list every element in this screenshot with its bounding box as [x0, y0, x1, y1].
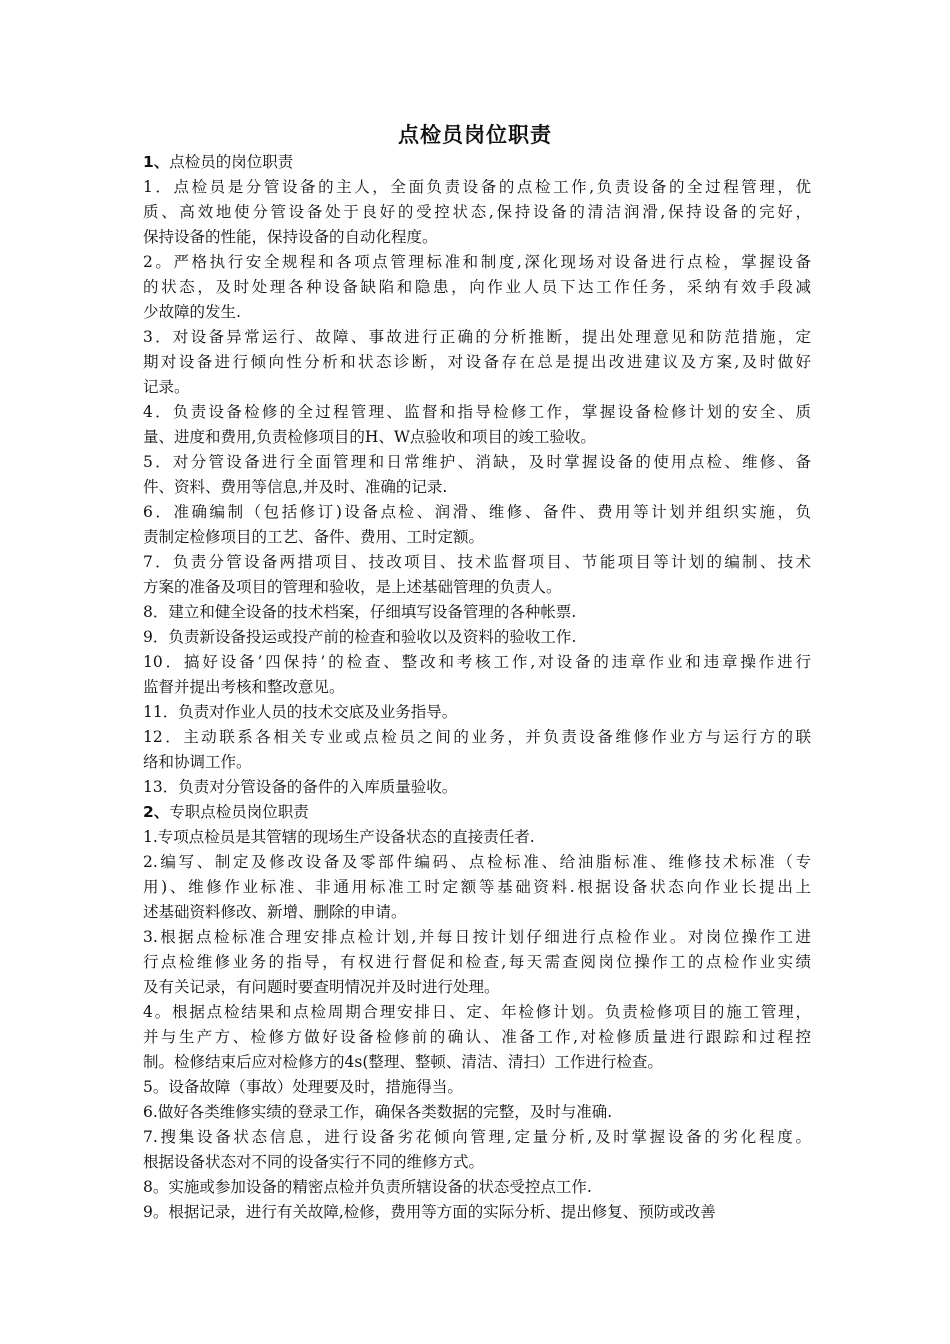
section-2: [143, 800, 811, 1225]
duty-item-line: 件、资料、费用等信息,并及时、准确的记录.: [143, 478, 448, 496]
duty-item-line: 方案的准备及项目的管理和验收，是上述基础管理的负责人。: [143, 578, 562, 596]
duty-item: [143, 500, 811, 550]
duty-item-line: 量、进度和费用,负责检修项目的H、W点验收和项目的竣工验收。: [143, 428, 596, 446]
duty-item-line: 的状态，及时处理各种设备缺陷和隐患，向作业人员下达工作任务，采纳有效手段减: [143, 278, 811, 296]
duty-item: [143, 700, 811, 725]
duty-item: [143, 650, 811, 700]
duty-item-line: 3.根据点检标准合理安排点检计划,并每日按计划仔细进行点检作业。对岗位操作工进: [143, 928, 811, 946]
duty-item-line: 5．对分管设备进行全面管理和日常维护、消缺，及时掌握设备的使用点检、维修、备: [143, 453, 811, 471]
duty-item: [143, 250, 811, 325]
duty-item: [143, 1125, 811, 1175]
duty-item-line: 2。严格执行安全规程和各项点管理标准和制度,深化现场对设备进行点检，掌握设备: [143, 253, 811, 271]
duty-item-line: 4．负责设备检修的全过程管理、监督和指导检修工作，掌握设备检修计划的安全、质: [143, 403, 811, 421]
section-heading: [143, 800, 811, 825]
duty-item-line: 记录。: [143, 378, 190, 396]
duty-item: [143, 825, 811, 850]
duty-item: [143, 1075, 811, 1100]
section-heading-text: 点检员的岗位职责: [169, 153, 294, 171]
duty-item-line: 期对设备进行倾向性分析和状态诊断，对设备存在总是提出改进建议及方案,及时做好: [143, 353, 811, 371]
duty-item: [143, 625, 811, 650]
section-heading: [143, 150, 811, 175]
duty-item-line: 8．建立和健全设备的技术档案，仔细填写设备管理的各种帐票.: [143, 603, 577, 621]
duty-item-line: 监督并提出考核和整改意见。: [143, 678, 345, 696]
duty-item-line: 并与生产方、检修方做好设备检修前的确认、准备工作,对检修质量进行跟踪和过程控: [143, 1028, 811, 1046]
duty-item: [143, 400, 811, 450]
duty-item: [143, 775, 811, 800]
section-number: 2、: [143, 803, 170, 821]
duty-item-line: 7．负责分管设备两措项目、技改项目、技术监督项目、节能项目等计划的编制、技术: [143, 553, 811, 571]
duty-item-line: 8。实施或参加设备的精密点检并负责所辖设备的状态受控点工作.: [143, 1178, 592, 1196]
duty-item: [143, 325, 811, 400]
duty-item-line: 责制定检修项目的工艺、备件、费用、工时定额。: [143, 528, 485, 546]
duty-item-line: 13．负责对分管设备的备件的入库质量验收。: [143, 778, 458, 796]
duty-item-line: 1.专项点检员是其管辖的现场生产设备状态的直接责任者.: [143, 828, 535, 846]
duty-item-line: 10．搞好设备’四保持’的检查、整改和考核工作,对设备的违章作业和违章操作进行: [143, 653, 811, 671]
document-body: [143, 150, 811, 1225]
duty-item-line: 少故障的发生.: [143, 303, 241, 321]
duty-item-line: 质、高效地使分管设备处于良好的受控状态,保持设备的清洁润滑,保持设备的完好，: [143, 203, 811, 221]
duty-item: [143, 550, 811, 600]
section-heading-text: 专职点检员岗位职责: [169, 803, 309, 821]
duty-item: [143, 925, 811, 1000]
duty-item-line: 用)、维修作业标准、非通用标准工时定额等基础资料.根据设备状态向作业长提出上: [143, 878, 811, 896]
document-title: 点检员岗位职责: [398, 123, 552, 147]
duty-item: [143, 850, 811, 925]
section-number: 1、: [143, 153, 170, 171]
section-1: [143, 150, 811, 800]
duty-item-line: 11．负责对作业人员的技术交底及业务指导。: [143, 703, 458, 721]
duty-item-line: 根据设备状态对不同的设备实行不同的维修方式。: [143, 1153, 485, 1171]
duty-item-line: 7.搜集设备状态信息，进行设备劣花倾向管理,定量分析,及时掌握设备的劣化程度。: [143, 1128, 811, 1146]
duty-item-line: 述基础资料修改、新增、删除的申请。: [143, 903, 407, 921]
duty-item: [143, 1000, 811, 1075]
duty-item: [143, 1100, 811, 1125]
duty-item-line: 6．准确编制（包括修订)设备点检、润滑、维修、备件、费用等计划并组织实施，负: [143, 503, 811, 521]
duty-item-line: 4。根据点检结果和点检周期合理安排日、定、年检修计划。负责检修项目的施工管理，: [143, 1003, 811, 1021]
duty-item-line: 6.做好各类维修实绩的登录工作，确保各类数据的完整，及时与准确.: [143, 1103, 613, 1121]
duty-item-line: 1．点检员是分管设备的主人，全面负责设备的点检工作,负责设备的全过程管理，优: [143, 178, 811, 196]
duty-item: [143, 1175, 811, 1200]
duty-item-line: 保持设备的性能，保持设备的自动化程度。: [143, 228, 438, 246]
duty-item: [143, 450, 811, 500]
duty-item-line: 9。根据记录，进行有关故障,检修，费用等方面的实际分析、提出修复、预防或改善: [143, 1203, 716, 1221]
duty-item-line: 行点检维修业务的指导，有权进行督促和检查,每天需查阅岗位操作工的点检作业实绩: [143, 953, 811, 971]
duty-item: [143, 175, 811, 250]
duty-item-line: 络和协调工作。: [143, 753, 252, 771]
duty-item: [143, 725, 811, 775]
duty-item-line: 9．负责新设备投运或投产前的检查和验收以及资料的验收工作.: [143, 628, 577, 646]
duty-item-line: 及有关记录，有问题时要查明情况并及时进行处理。: [143, 978, 500, 996]
duty-item: [143, 1200, 811, 1225]
duty-item-line: 3．对设备异常运行、故障、事故进行正确的分析推断，提出处理意见和防范措施，定: [143, 328, 811, 346]
duty-item-line: 12．主动联系各相关专业或点检员之间的业务，并负责设备维修作业方与运行方的联: [143, 728, 811, 746]
duty-item-line: 制。检修结束后应对检修方的4s(整理、整顿、清洁、清扫）工作进行检查。: [143, 1053, 663, 1071]
duty-item-line: 2.编写、制定及修改设备及零部件编码、点检标准、给油脂标准、维修技术标准（专: [143, 853, 811, 871]
duty-item-line: 5。设备故障（事故）处理要及时，措施得当。: [143, 1078, 463, 1096]
duty-item: [143, 600, 811, 625]
